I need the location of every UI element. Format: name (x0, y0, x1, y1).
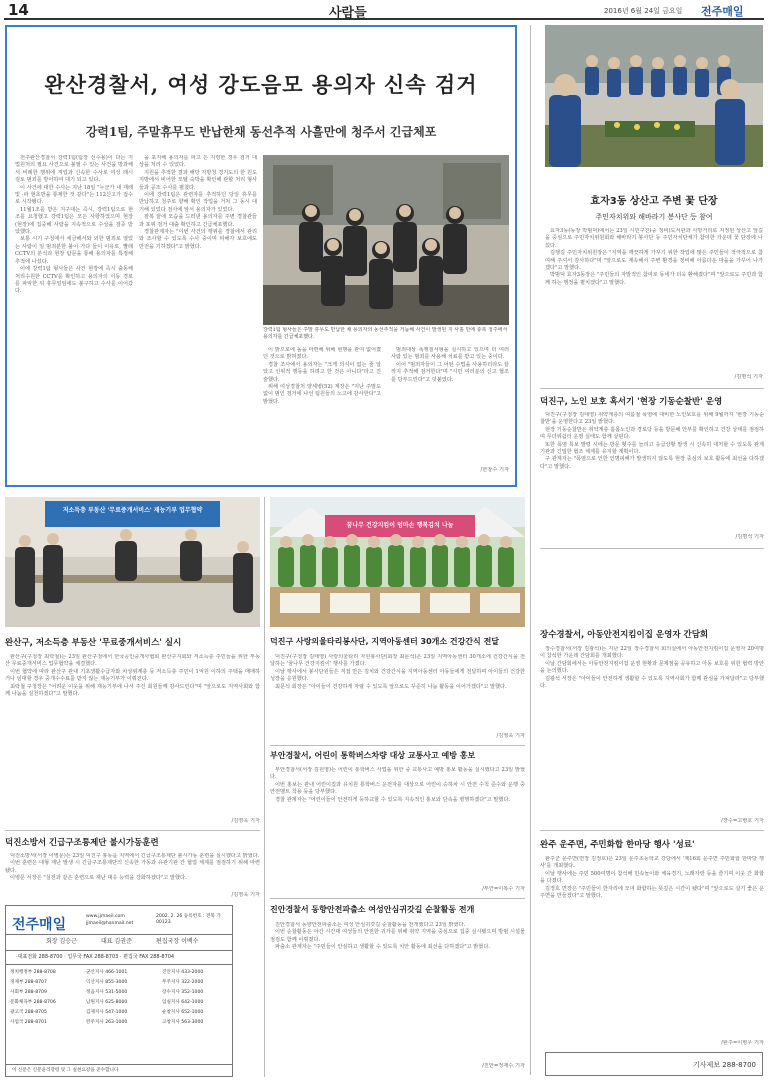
divider (540, 830, 764, 831)
lead-subheadline: 강력1팀, 주말휴무도 반납한채 동선추적 사흘만에 청주서 긴급체포 (85, 125, 437, 139)
kimchi-headline[interactable]: 덕진구 사랑의울타리봉사단, 지역아동센터 30개소 건강간식 전달 (270, 637, 500, 646)
jangsu-paragraph: 장수경찰서(서장 김광석)는 지난 22일 장수경찰서 회의실에서 아동안전지킴이집 운영자 20여명이 참석한 가운데 간담회를 개최했다. (540, 646, 764, 660)
unju-paragraph: 완주군 운주면(면장 김정호)은 23일 운주초등학교 강당에서 '제16회 운주면 주민화합 한마당 행사'를 개최했다. (540, 856, 764, 870)
kimchi-body (270, 654, 525, 732)
branch-phone: 군산지사 466-1001 (86, 970, 128, 975)
lead-paragraph: 을 포지해 용의자를 파고 든 지령한 경우 검거 대상을 처리 수 있었다. (139, 155, 257, 169)
tip-line-text[interactable]: 기사제보 288-8700 (693, 1061, 756, 1069)
divider (6, 1064, 232, 1065)
divider (540, 388, 764, 389)
divider (6, 934, 232, 935)
fire-drill-paragraph: 이병문 서장은 "실전과 같은 훈련으로 재난 대응 능력을 강화하겠다"고 말했다. (10, 875, 187, 882)
realestate-byline: /김영욱 기자 (231, 818, 260, 824)
lead-paragraph: 잠복 끝에 모습을 드러낸 용의자를 주변 경찰관들과 포위 검거 대출 확인하고 긴급체포했다. (139, 214, 257, 228)
hyoja-body (545, 228, 763, 373)
lead-paragraph: 11월1조를 받은 지구대는 즉시, 강력1팀으로 현조를 요청했고 강력1팀은 모든 사항하였으며 현장(현장)에 집중해 사람을 지속적으로 수상을 검증 받았했다. (15, 206, 133, 236)
divider (5, 830, 260, 831)
masthead-ceo: 대표 김권준 (101, 938, 132, 945)
lead-paragraph: 지원을 추적한 결과 해당 지방청 경기도의 한 원도지방에서 비어한 모텔 숙박을 확인해 관할 처리 형사들과 공조 수사를 펼쳤다. (139, 169, 257, 191)
unju-paragraph: 이날 행사에는 주민 500여명이 참석해 민속놀이와 체육경기, 노래자랑 등을 즐기며 이웃 간 화합을 다졌다. (540, 870, 764, 885)
hyoja-paragraph: 박범덕 효자3동장은 "주민들의 자발적인 참여로 동네가 더욱 환해졌다"며 "앞으로도 주민과 함께 하는 행정을 펼치겠다"고 말했다. (545, 272, 763, 286)
hyoja-paragraph: 김행길 주민자치위원장은 "지역을 깨끗하게 가꾸기 위한 작업에 많은 주민들이 적극적으로 참여해 주셔서 감사하다"며 "앞으로도 계속해서 주변 환경을 정비해 아름다운 마을을 가꾸어 나가겠다"고 말했다. (545, 250, 763, 272)
lead-article (5, 25, 517, 487)
page-number: 14 (8, 1, 29, 19)
unju-paragraph: 김정호 면장은 "주민들이 한자리에 모여 화합하는 뜻깊은 시간이 됐다"며 "앞으로도 살기 좋은 운주면을 만들겠다"고 말했다. (540, 885, 764, 900)
kimchi-byline: /김영욱 기자 (496, 733, 525, 739)
branch-phone: 남원지사 625-8000 (86, 1000, 128, 1005)
jangsu-body (540, 646, 764, 816)
hyoja-headline[interactable]: 효자3동 상산고 주변 꽃 단장 (590, 196, 718, 207)
hyoja-byline: /김명석 기자 (734, 374, 763, 380)
divider (540, 548, 764, 549)
realestate-headline[interactable]: 완산구, 저소득층 부동산 '무료중개서비스' 실시 (5, 638, 182, 648)
jinan-paragraph: 파출소 관계자는 "주민들이 안심하고 생활할 수 있도록 치안 활동에 최선을 다하겠다"고 밝혔다. (275, 944, 490, 951)
branch-phone: 익산지사 855-3000 (86, 980, 128, 985)
buan-paragraph: 부안경찰서(서장 김원영)는 어린이 통학버스 사업을 위한 중 교통사고 예방 홍보 활동을 실시했다고 23일 밝혔다. (270, 767, 525, 781)
kimchi-paragraph: 최문석 회장은 "아이들이 건강하게 자랄 수 있도록 앞으로도 꾸준히 나눔 활동을 이어가겠다"고 말했다. (275, 683, 507, 690)
masthead-chairman: 회장 김승근 (46, 938, 77, 945)
fire-drill-body (5, 853, 260, 893)
hyoja-subheadline: 주민자치위와 해바라기 봉사단 등 참여 (595, 213, 713, 221)
realestate-paragraph: 최락철 구청장은 "어려운 이웃을 위해 재능기부에 나서 주신 회원들께 감사드린다"며 "앞으로도 지역사회와 함께 나눔을 실천하겠다"고 말했다. (5, 683, 260, 698)
divider (270, 745, 525, 746)
buan-headline[interactable]: 부안경찰서, 어린이 통학버스차량 대상 교통사고 예방 홍보 (270, 751, 476, 760)
kimchi-paragraph: 이날 행사에서 봉사단원들은 직접 만든 김치와 건강간식을 지역아동센터 아동들에게 전달하며 아이들의 건강한 성장을 응원했다. (270, 668, 525, 683)
buan-paragraph: 이번 홍보는 관내 어린이집과 유치원 통학버스 운전자를 대상으로 어린이 승하차 시 안전 수칙 준수와 운행 중 안전벨트 착용 등을 당부했다. (270, 781, 525, 796)
lead-paragraph: 이에 강력1팀 형사들은 사건 현장에 즉시 출동해 처리수원한 CCTV를 확인하고 용의자의 이동 경로를 파악한 뒤 휴무일임에도 불구하고 수사를 이어갔다. (15, 266, 133, 295)
lead-paragraph: 위해 여성경찰처 양세병(52) 계장은 "지난 주말도 없이 범인 검거에 나선 팀원들의 노고에 감사한다"고 밝혔다. (263, 384, 381, 405)
masthead-editor: 편집국장 이백수 (156, 938, 199, 945)
volunteer-photo (545, 25, 763, 167)
divider (270, 898, 525, 899)
kimchi-paragraph: 덕진구(구청장 김태영) 사랑의울타리 자원봉사단(회장 최문석)은 23일 지역아동센터 30개소에 건강간식을 전달하는 '꿈나무 건강지킴이' 행사를 가졌다. (270, 654, 525, 668)
lead-paragraph: 경찰관계자는 "이번 사건의 행위를 경찰에서 관리와 조사할 수 있도록 수사 중이며 피해자 보호에도 만전을 기하겠다"고 밝혔다. (139, 229, 257, 250)
lead-column-3 (263, 347, 381, 475)
deokjin-patrol-headline[interactable]: 덕진구, 노인 보호 혹서기 '현장 기동순찰반' 운영 (540, 397, 723, 407)
branch-phone: 무주지사 322-2000 (162, 980, 204, 985)
realestate-paragraph: 이번 협약에 따라 완산구 관내 기초생활수급자와 차상위계층 등 저소득층 주민이 1억원 이하의 주택을 매매하거나 임대할 경우 중개수수료를 받지 않는 재능기부가 이뤄진다. (5, 668, 260, 683)
deokjin-patrol-paragraph: 덕진구(구청장 김태영) 취약계층의 여름철 폭염에 대비한 노인보호를 위해 9월까지 '현장 기동순찰반'을 운영한다고 23일 밝혔다. (540, 412, 764, 426)
deokjin-patrol-paragraph: 구 관계자는 "폭염으로 인한 인명피해가 발생하지 않도록 현장 중심의 보호 활동에 최선을 다하겠다"고 말했다. (540, 456, 764, 470)
branch-phone: 장수지사 352-1000 (162, 990, 204, 995)
branch-phone: 임실지사 642-1000 (162, 1000, 204, 1005)
page-header (4, 0, 764, 20)
branch-phone: 고창지사 563-3000 (162, 1020, 204, 1025)
jangsu-byline: /장수=고병호 기자 (721, 818, 764, 824)
jinan-byline: /진안=정재수 기자 (482, 1063, 525, 1069)
unju-byline: /완주=이병우 기자 (721, 1040, 764, 1046)
jangsu-paragraph: 김광석 서장은 "아이들이 안전하게 생활할 수 있도록 지역사회가 함께 관심을 가져달라"고 당부했다. (540, 675, 764, 690)
lead-headline[interactable]: 완산경찰서, 여성 강도음모 용의자 신속 검거 (44, 72, 478, 97)
section-title: 사람들 (329, 6, 367, 21)
lead-paragraph: 보통 시기 구청에서 세금해서와 외한 범죄로 열었는 사람이 일 범죄분한 불이 가다 들이 이유로, 빨래 CCTV의 분석과 현장 탐문을 통해 용의자를 특정해 추적에 나섰다. (15, 236, 133, 265)
jinan-paragraph: 진안경찰서 동향안전파출소는 여성 안심귀갓길 순찰활동을 전개했다고 23일 밝혔다. (275, 922, 466, 928)
jinan-headline[interactable]: 진안경찰서 동향안전파출소 여성안심귀갓길 순찰활동 전개 (270, 905, 475, 914)
realestate-body (5, 654, 260, 814)
lead-paragraph: 경찰 조사에서 용의자는 "크게 의식이 없는 줄 알았고 인위적 행동을 하려고 한 것은 아니다"라고 진술했다. (263, 361, 381, 383)
lead-column-1 (15, 155, 133, 477)
deokjin-patrol-paragraph: 또한 폭염 특보 발령 시에는 방문 횟수를 늘리고 응급상황 발생 시 신속히 대처할 수 있도록 관계기관과 긴밀한 협조 체계를 유지할 계획이다. (540, 441, 764, 456)
unju-body (540, 856, 764, 1038)
buan-body (270, 767, 525, 885)
branch-phone: 김제지사 547-1000 (86, 1010, 128, 1015)
jangsu-headline[interactable]: 장수경찰서, 아동안전지킴이집 운영자 간담회 (540, 630, 709, 640)
dept-phone: 정치행정부 288-8708 (10, 970, 56, 975)
lead-paragraph: 범죄대상 폭행질서형을 실시하고 있으며 더 여러 사람 있는 범죄를 사용해 치료를 받고 있는 중이다. (391, 347, 509, 361)
fire-drill-headline[interactable]: 덕진소방서 긴급구조통제단 불시가동훈련 (5, 838, 159, 848)
column-divider (530, 25, 531, 1075)
buan-byline: /부안=이복수 기자 (482, 886, 525, 892)
kimchi-banner: 꿈나무 건강지킴이 엄마손 행복김치 나눔 (346, 522, 454, 529)
lead-photo (263, 155, 509, 325)
deokjin-patrol-byline: /김명석 기자 (735, 534, 764, 540)
lead-byline: /한창수 기자 (480, 467, 509, 473)
masthead-logo: 전주매일 (12, 917, 67, 933)
masthead-email[interactable]: jjmaeil@hanmail.net (86, 921, 134, 926)
fire-drill-paragraph: 이번 훈련은 대형 재난 발생 시 긴급구조통제단의 신속한 가동과 유관기관 간 협업 체계를 점검하기 위해 마련됐다. (5, 860, 260, 874)
divider (6, 950, 232, 951)
dept-phone: 문화체육부 288-8706 (10, 1000, 56, 1005)
dept-phone: 사업국 288-8701 (10, 1020, 47, 1025)
jinan-body (270, 922, 525, 1062)
divider (6, 964, 232, 965)
realestate-paragraph: 완산구(구청장 최락철)는 23일 완산구청에서 한국공인중개사협회 완산구지회와 저소득층 주민들을 위한 부동산 무료중개서비스 업무협약을 체결했다. (5, 654, 260, 668)
lead-paragraph: 이 사건에 대한 수사는 지난 18일 "누군가 내 재래 및 ·파 현초반을 통제한 것 같다"는 112신고가 접수로 시작됐다. (15, 184, 133, 206)
unju-headline[interactable]: 완주 운주면, 주민화합 한마당 행사 '성료' (540, 840, 695, 850)
realestate-photo (5, 497, 260, 627)
dept-phone: 경제부 288-8707 (10, 980, 47, 985)
branch-phone: 완주지사 263-1000 (86, 1020, 128, 1025)
fire-drill-paragraph: 덕진소방서(서장 이병문)는 23일 덕진구 봉동읍 지역에서 긴급구조통제단 불시가동 훈련을 실시했다고 밝혔다. (10, 853, 260, 859)
jinan-paragraph: 이번 순찰활동은 야간 시간대 여성들의 안전한 귀가를 위해 취약 지역을 중심으로 집중 실시됐으며 방범 시설물 점검도 함께 이뤄졌다. (270, 929, 525, 943)
dept-phone: 광고국 288-8705 (10, 1010, 47, 1015)
hyoja-paragraph: 효자3동(동장 박범덕)에서는 23일 시민구진(중 정비)도서관과 사방거리로 지정된 상산고 앞길을 중심으로 주민자치위원회와 해바라기 봉사단 등 주민자치단체가 참여한 가운데 꽃 단장에 나섰다. (545, 228, 763, 249)
branch-phone: 진안지사 433-2000 (162, 970, 204, 975)
jangsu-paragraph: 이날 간담회에서는 아동안전지킴이집 운영 현황과 문제점을 공유하고 아동 보호를 위한 협력 방안을 논의했다. (540, 660, 764, 675)
realestate-banner: 저소득층 부동산 '무료중개서비스' 재능기부 업무협약 (62, 507, 203, 514)
lead-paragraph: 이에 강력1팀은 관련자를 추적하던 당일 휴무를 반납하고 청주로 향해 확인 작업을 거쳐 그 동시 대기해 있었다 검사에 앞서 용의자가 있었다. (139, 192, 257, 213)
lead-paragraph: 이어 "범죄자들이 그 어떤 수법을 사용하더라도 끝까지 추적해 검거한다"며 "시민 여러분의 신고 협조를 당부드린다"고 덧붙였다. (391, 361, 509, 383)
lead-paragraph: 전주완산경찰서 강력1팀(팀장 신수용)이 다는 지법원처의 필요 사건으로 불필 수 있는 사건을 방과해서 비례한 행위에 직업과 신속한 수사로 여성 래시 검토 범죄를 방어하여 대기 되고 있다. (15, 155, 133, 184)
masthead-box (5, 905, 233, 1077)
column-divider (264, 497, 265, 1077)
lead-photo-caption: 강력1팀 형사들은 주말 휴무도 반납한 채 용의자의 동선추적을 거듭해 사건이 발생된 지 사흘 만에 충북 청주에서 용의자를 긴급체포했다. (263, 327, 508, 340)
kimchi-photo (270, 497, 525, 627)
paper-name: 전주매일 (701, 5, 744, 18)
branch-phone: 정읍지사 531-5000 (86, 990, 128, 995)
deokjin-patrol-body (540, 412, 764, 532)
ethics-notice: 이 신문은 신문윤리강령 및 그 실천요강을 준수합니다 (12, 1068, 119, 1073)
masthead-url[interactable]: www.jjmaeil.com (86, 914, 125, 919)
lead-column-4 (391, 347, 509, 467)
fire-drill-byline: /김영욱 기자 (231, 892, 260, 898)
buan-paragraph: 경찰 관계자는 "어린이들이 안전하게 등하교할 수 있도록 지속적인 홍보와 단속을 병행하겠다"고 말했다. (275, 796, 511, 803)
masthead-phones: ·대표전화 288-8700 · 업무국 FAX 288-8703 · 편집국 FAX 288-8704 (16, 954, 175, 960)
lead-paragraph: 이 밝으로에 돌을 마련해 위해 현행을 관여 없어졌던 것으로 밝혀졌다. (263, 347, 381, 361)
deokjin-patrol-paragraph: 현장 기동순찰반은 취약계층 홀몸노인과 경로당 등을 방문해 안부를 확인하고 건강 상태를 점검하며 무더위쉼터 운영 실태도 함께 살핀다. (540, 426, 764, 441)
masthead-registration: 2002. 2. 26 등록번호 : 전북 가 00123 (156, 914, 221, 925)
issue-date: 2016년 6월 24일 금요일 (604, 7, 683, 15)
branch-phone: 순창지사 652-1000 (162, 1010, 204, 1015)
lead-column-2 (139, 155, 257, 477)
dept-phone: 사회부 288-8709 (10, 990, 47, 995)
tip-line-box (545, 1052, 763, 1076)
